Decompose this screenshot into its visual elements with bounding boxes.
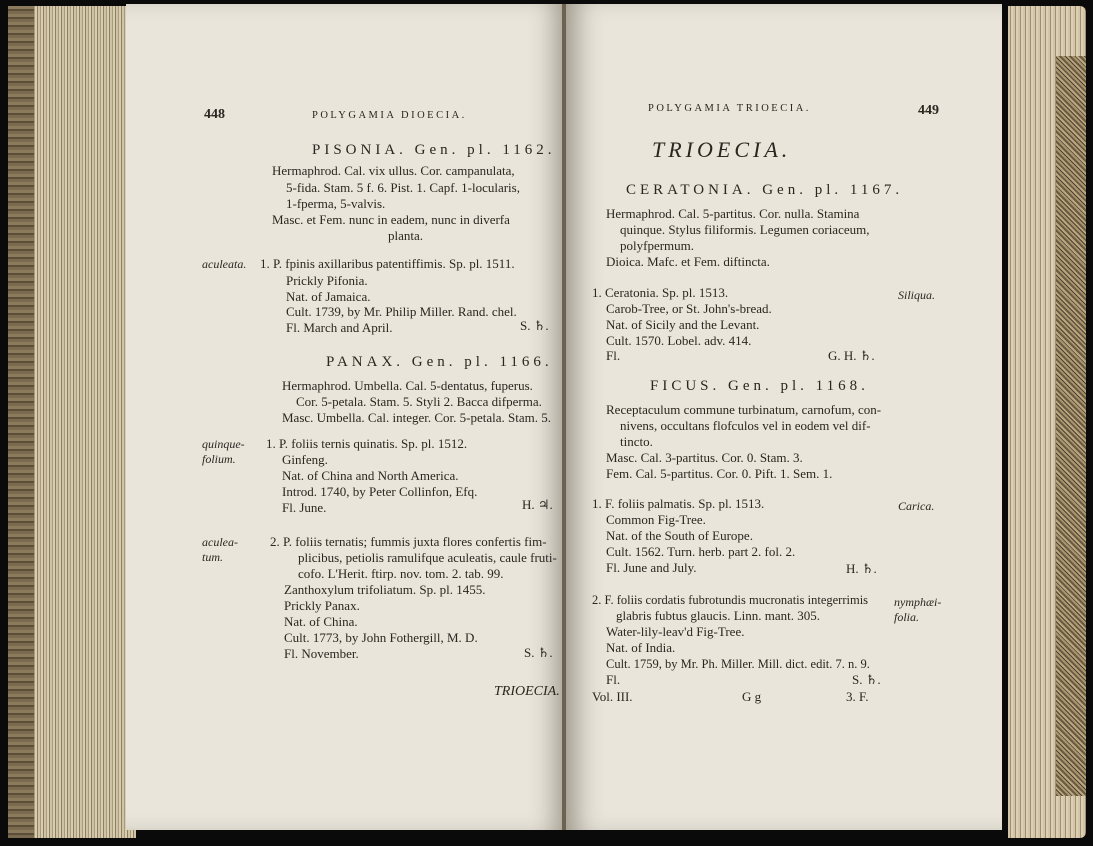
margin-note: quinque- xyxy=(202,437,245,451)
species-line: 1. Ceratonia. Sp. pl. 1513. xyxy=(592,285,729,300)
species-line: Prickly Pifonia. xyxy=(286,273,368,288)
left-running-head: POLYGAMIA DIOECIA. xyxy=(312,110,467,121)
ceratonia-line: Dioica. Mafc. et Fem. diftincta. xyxy=(606,254,770,269)
panax-line: Hermaphrod. Umbella. Cal. 5-dentatus, fuperus. xyxy=(282,378,533,393)
left-page-number: 448 xyxy=(204,107,225,122)
species-line: 1. P. fpinis axillaribus patentiffimis. Sp. pl. 1511. xyxy=(260,256,515,271)
species-line: Cult. 1773, by John Fothergill, M. D. xyxy=(284,630,478,645)
duration-symbol: S. ♄. xyxy=(520,318,549,333)
book-fore-edge-right xyxy=(1008,6,1086,838)
species-line: Fl. November. xyxy=(284,646,359,661)
panax-line: Cor. 5-petala. Stam. 5. Styli 2. Bacca difperma. xyxy=(296,394,542,409)
species-line: Cult. 1570. Lobel. adv. 414. xyxy=(606,333,752,348)
species-line: Nat. of China. xyxy=(284,614,358,629)
species-line: Ginfeng. xyxy=(282,452,328,467)
species-line: 1. P. foliis ternis quinatis. Sp. pl. 1512. xyxy=(266,436,468,451)
ceratonia-heading: CERATONIA. Gen. pl. 1167. xyxy=(626,182,904,198)
species-line: Carob-Tree, or St. John's-bread. xyxy=(606,301,772,316)
right-catchword: 3. F. xyxy=(846,689,869,704)
right-running-head: POLYGAMIA TRIOECIA. xyxy=(648,103,811,114)
panax-line: Masc. Umbella. Cal. integer. Cor. 5-petala. Stam. 5. xyxy=(282,410,551,425)
ficus-heading: FICUS. Gen. pl. 1168. xyxy=(650,378,869,394)
pisonia-line: 1-fperma, 5-valvis. xyxy=(286,196,386,211)
ceratonia-line: Hermaphrod. Cal. 5-partitus. Cor. nulla. Stamina xyxy=(606,206,860,221)
margin-note: aculea- xyxy=(202,535,238,549)
pisonia-line: Masc. et Fem. nunc in eadem, nunc in diverfa xyxy=(272,212,510,227)
margin-note: Carica. xyxy=(898,499,935,513)
ficus-line: Receptaculum commune turbinatum, carnofum, con- xyxy=(606,402,882,417)
margin-note: tum. xyxy=(202,550,223,564)
species-line: Nat. of the South of Europe. xyxy=(606,528,753,543)
duration-symbol: G. H. ♄. xyxy=(828,348,875,363)
pisonia-line: planta. xyxy=(388,228,424,243)
species-line: Nat. of China and North America. xyxy=(282,468,459,483)
pisonia-heading: PISONIA. Gen. pl. 1162. xyxy=(312,142,556,158)
panax-heading: PANAX. Gen. pl. 1166. xyxy=(326,354,553,370)
species-line: Fl. xyxy=(606,672,621,687)
section-title: TRIOECIA. xyxy=(652,137,792,162)
species-line: Nat. of Sicily and the Levant. xyxy=(606,317,760,332)
margin-note: folium. xyxy=(202,452,236,466)
book-fore-edge-left xyxy=(8,6,136,838)
volume-number: Vol. III. xyxy=(592,689,633,704)
margin-note: folia. xyxy=(894,610,920,624)
duration-symbol: H. ♄. xyxy=(846,561,877,576)
species-line: cofo. L'Herit. ftirp. nov. tom. 2. tab. 99. xyxy=(298,566,504,581)
ficus-line: Masc. Cal. 3-partitus. Cor. 0. Stam. 3. xyxy=(606,450,803,465)
species-line: 2. F. foliis cordatis fubrotundis mucronatis integerrimis xyxy=(592,593,869,607)
species-line: Introd. 1740, by Peter Collinfon, Efq. xyxy=(282,484,478,499)
margin-note: aculeata. xyxy=(202,257,247,271)
species-line: 1. F. foliis palmatis. Sp. pl. 1513. xyxy=(592,496,765,511)
duration-symbol: S. ♄. xyxy=(524,645,553,660)
ficus-line: nivens, occultans flofculos vel in eodem vel dif- xyxy=(620,418,871,433)
margin-note: nymphæi- xyxy=(894,595,942,609)
species-line: Zanthoxylum trifoliatum. Sp. pl. 1455. xyxy=(284,582,486,597)
species-line: Cult. 1562. Turn. herb. part 2. fol. 2. xyxy=(606,544,796,559)
species-line: Nat. of Jamaica. xyxy=(286,289,371,304)
species-line: Cult. 1739, by Mr. Philip Miller. Rand. chel. xyxy=(286,304,517,319)
species-line: Fl. March and April. xyxy=(286,320,393,335)
species-line: glabris fubtus glaucis. Linn. mant. 305. xyxy=(616,608,821,623)
ficus-line: tincto. xyxy=(620,434,653,449)
species-line: Water-lily-leav'd Fig-Tree. xyxy=(606,624,745,639)
species-line: Cult. 1759, by Mr. Ph. Miller. Mill. dict. edit. 7. n. 9. xyxy=(606,657,870,671)
left-catchword: TRIOECIA. xyxy=(494,684,560,699)
right-page-number: 449 xyxy=(918,103,939,118)
duration-symbol: H. ♃. xyxy=(522,497,553,512)
species-line: Fl. June and July. xyxy=(606,560,697,575)
pisonia-line: Hermaphrod. Cal. vix ullus. Cor. campanulata, xyxy=(272,163,515,178)
species-line: Prickly Panax. xyxy=(284,598,360,613)
pisonia-line: 5-fida. Stam. 5 f. 6. Pist. 1. Capf. 1-locularis, xyxy=(286,180,520,195)
species-line: 2. P. foliis ternatis; fummis juxta flores confertis fim- xyxy=(270,534,547,549)
duration-symbol: S. ♄. xyxy=(852,672,881,687)
species-line: Nat. of India. xyxy=(606,640,676,655)
signature-mark: G g xyxy=(742,689,762,704)
species-line: Fl. June. xyxy=(282,500,327,515)
ceratonia-line: polyfpermum. xyxy=(620,238,695,253)
species-line: Common Fig-Tree. xyxy=(606,512,706,527)
species-line: Fl. xyxy=(606,348,621,363)
species-line: plicibus, petiolis ramulifque aculeatis, caule fruti- xyxy=(298,550,557,565)
ficus-line: Fem. Cal. 5-partitus. Cor. 0. Pift. 1. Sem. 1. xyxy=(606,466,833,481)
margin-note: Siliqua. xyxy=(898,288,936,302)
ceratonia-line: quinque. Stylus filiformis. Legumen coriaceum, xyxy=(620,222,870,237)
